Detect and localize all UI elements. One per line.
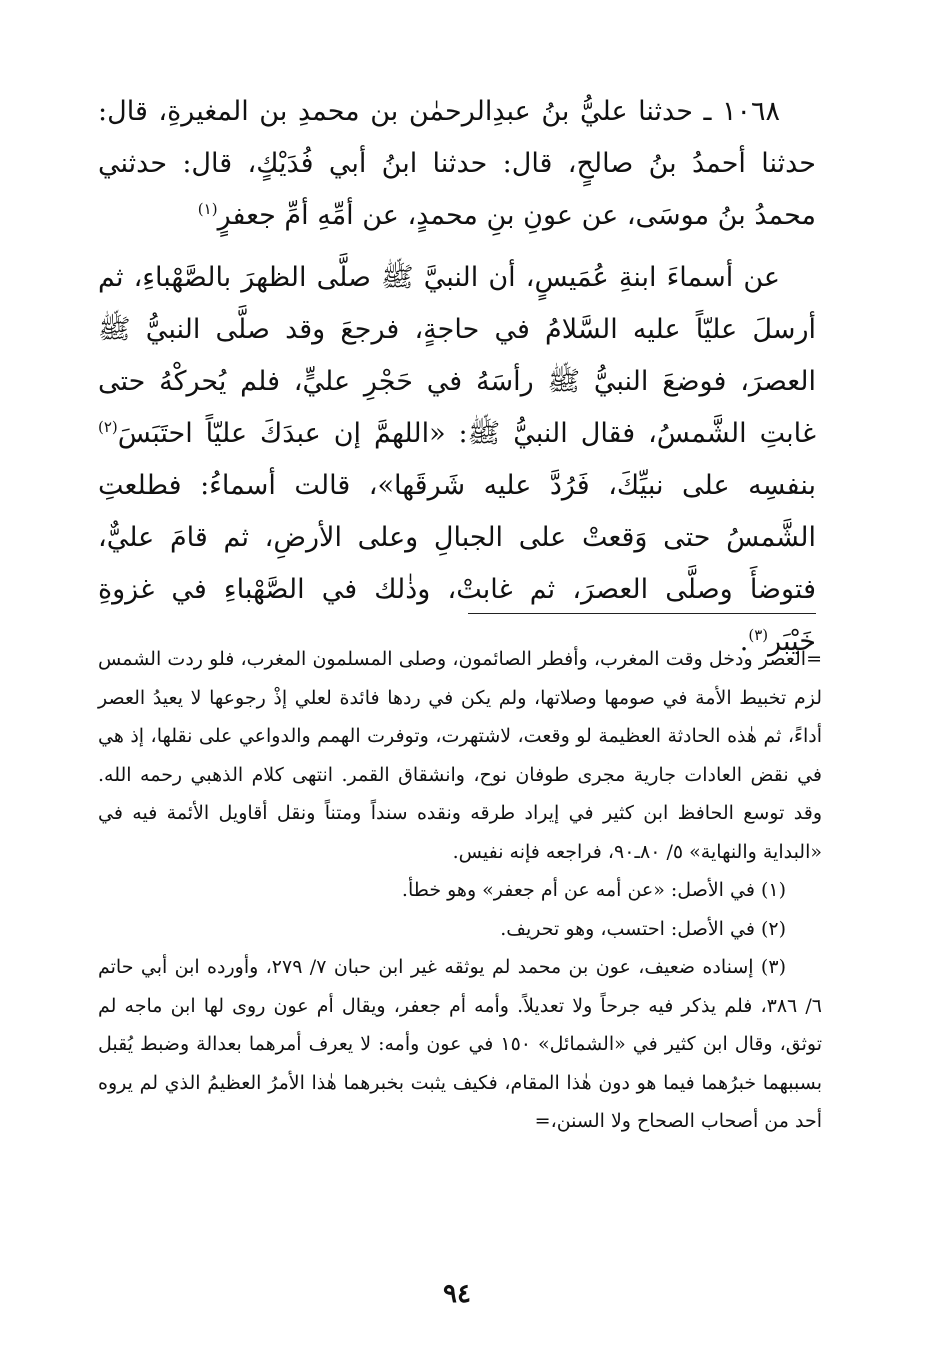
hadith-text-part1: عن أسماءَ ابنةِ عُمَيسٍ، أن النبيَّ ﷺ صلَّى الظهرَ بالصَّهْباءِ، ثم أرسلَ عليّاً عليه السَّلامُ في حاجةٍ، فرجعَ وقد صلَّى النبيُّ ﷺ العصرَ، فوضعَ النبيُّ ﷺ رأسَهُ في حَجْرِ عليٍّ، فلم يُحركْهُ حتى غابتِ الشَّمسُ، فقال النبيُّ ﷺ: «اللهمَّ إن عبدَكَ عليّاً احتَبَسَ — [98, 262, 816, 449]
footnote-3: (٣) إسناده ضعيف، عون بن محمد لم يوثقه غير ابن حبان ٧/ ٢٧٩، وأورده ابن أبي حاتم ٦/ ٣٨٦، فلم يذكر فيه جرحاً ولا تعديلاً. وأمه أم جعفر، ويقال أم عون روى لها ابن ماجه لم توثق، وقال ابن كثير في «الشمائل» ١٥٠ في عون وأمه: لا يعرف أمرهما بعدالة وضبط يُقبل بسببهما خبرُهما فيما هو دون هٰذا المقام، فكيف يثبت بخبرهما هٰذا الأمرُ العظيمُ الذي لم يروه أحد من أصحاب الصحاح ولا السنن،= — [98, 956, 822, 1132]
hadith-block — [98, 86, 816, 668]
hadith-chain-text: ١٠٦٨ ـ حدثنا عليُّ بنُ عبدِالرحمٰن بن محمدِ بن المغيرةِ، قال: حدثنا أحمدُ بنُ صالحٍ، قال: حدثنا ابنُ أبي فُدَيْكٍ، قال: حدثني محمدُ بنُ موسَى، عن عونِ بنِ محمدٍ، عن أمِّهِ أمِّ جعفرٍ — [98, 96, 816, 231]
footnotes-section — [98, 640, 822, 1141]
footnote-continuation: =العصر ودخل وقت المغرب، وأفطر الصائمون، وصلى المسلمون المغرب، فلو ردت الشمس لزم تخبيط الأمة في صومها وصلاتها، ولم يكن في ردها فائدة لعلي إذْ رجوعها لا يعيدُ العصر أداءً، ثم هٰذه الحادثة العظيمة لو وقعت، لاشتهرت، وتوفرت الهمم والدواعي على نقلها، إذ هي في نقض العادات جارية مجرى طوفان نوح، وانشقاق القمر. انتهى كلام الذهبي رحمه الله. وقد توسع الحافظ ابن كثير في إيراد طرقه ونقده سنداً ومتناً ونقل أقاويل الأئمة فيه في «البداية والنهاية» ٥/ ٨٠ـ٩٠، فراجعه فإنه نفيس. — [98, 648, 822, 863]
hadith-chain — [98, 86, 816, 242]
footnote-2: (٢) في الأصل: احتسب، وهو تحريف. — [500, 917, 786, 940]
footnote-1: (١) في الأصل: «عن أمه عن أم جعفر» وهو خطأ. — [401, 879, 786, 901]
footnote-ref-1[interactable]: (١) — [197, 200, 218, 218]
hadith-text-part2: بنفسِه على نبيِّكَ، فَرُدَّ عليه شَرقَها»، قالت أسماءُ: فطلعتِ الشَّمسُ حتى وَقعتْ على الجبالِ وعلى الأرضِ، ثم قامَ عليٌّ، فتوضأَ وصلَّى العصرَ، ثم غابتْ، وذٰلك في الصَّهْباءِ في غزوةِ خَيْبَر — [98, 470, 816, 657]
hadith-text — [98, 252, 816, 668]
hadith-text-end: . — [739, 626, 749, 657]
document-page — [98, 0, 822, 1363]
footnote-ref-2[interactable]: (٢) — [98, 418, 118, 436]
page-number: ٩٤ — [443, 1279, 471, 1309]
footnote-divider — [468, 613, 816, 614]
footnote-ref-3[interactable]: (٣) — [748, 626, 769, 644]
